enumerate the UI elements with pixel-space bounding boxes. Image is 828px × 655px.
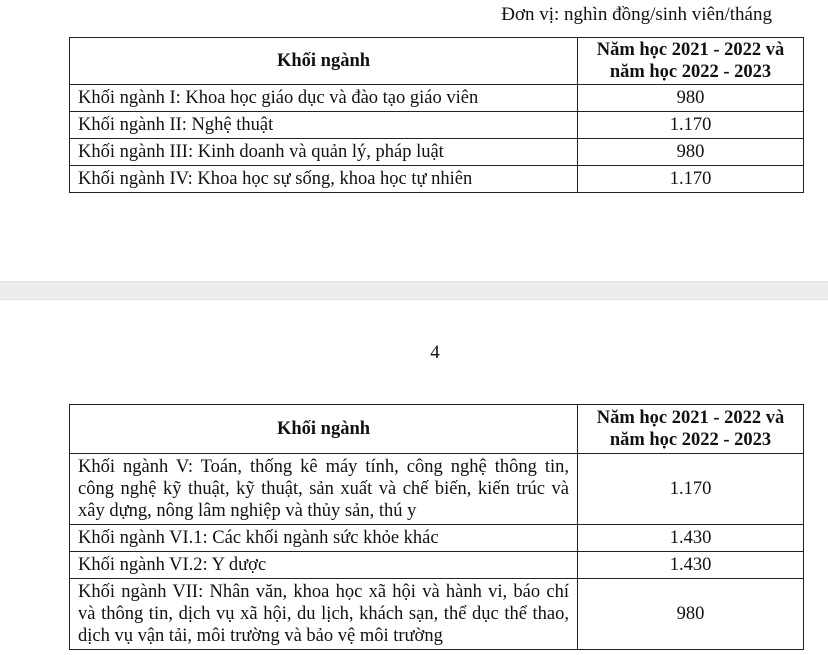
header-nam-hoc: [578, 38, 804, 85]
tuition-table-page2: [69, 404, 804, 650]
header-khoi-nganh: Khối ngành: [70, 38, 578, 85]
tuition-table-page1: [69, 37, 804, 193]
header-nam-hoc-line2: năm học 2022 - 2023: [609, 62, 772, 82]
table-row: [70, 552, 804, 579]
header-nam-hoc: [578, 405, 804, 454]
table-row: [70, 112, 804, 139]
table-row: [70, 454, 804, 525]
table-row: [70, 525, 804, 552]
table-row: [70, 166, 804, 193]
header-nam-hoc-line2: năm học 2022 - 2023: [609, 430, 772, 450]
page-number: 4: [430, 342, 440, 363]
row-value: 1.170: [578, 454, 804, 525]
row-value: 1.430: [578, 525, 804, 552]
table-row: [70, 85, 804, 112]
row-value: 1.170: [578, 166, 804, 193]
row-name: Khối ngành IV: Khoa học sự sống, khoa học tự nhiên: [70, 166, 578, 193]
row-value: 980: [578, 139, 804, 166]
page-gap-divider: [0, 281, 828, 300]
row-name: Khối ngành I: Khoa học giáo dục và đào tạo giáo viên: [70, 85, 578, 112]
row-name: Khối ngành VI.1: Các khối ngành sức khỏe khác: [70, 525, 578, 552]
row-value: 1.170: [578, 112, 804, 139]
table-header-row: [70, 38, 804, 85]
row-name: Khối ngành III: Kinh doanh và quản lý, pháp luật: [70, 139, 578, 166]
header-nam-hoc-line1: Năm học 2021 - 2022 và: [596, 408, 785, 428]
header-khoi-nganh: Khối ngành: [70, 405, 578, 454]
table-row: [70, 579, 804, 650]
row-name: Khối ngành II: Nghệ thuật: [70, 112, 578, 139]
row-name: Khối ngành V: Toán, thống kê máy tính, công nghệ thông tin, công nghệ kỹ thuật, kỹ thuật, sản xuất và chế biến, kiến trúc và xây dựng, nông lâm nghiệp và thủy sản, thú y: [70, 454, 578, 525]
header-nam-hoc-line1: Năm học 2021 - 2022 và: [596, 40, 785, 60]
row-name: Khối ngành VI.2: Y dược: [70, 552, 578, 579]
table-row: [70, 139, 804, 166]
row-value: 980: [578, 85, 804, 112]
unit-note: Đơn vị: nghìn đồng/sinh viên/tháng: [501, 4, 772, 25]
row-value: 980: [578, 579, 804, 650]
table-header-row: [70, 405, 804, 454]
row-name: Khối ngành VII: Nhân văn, khoa học xã hội và hành vi, báo chí và thông tin, dịch vụ xã hội, du lịch, khách sạn, thể dục thể thao, dịch vụ vận tải, môi trường và bảo vệ môi trường: [70, 579, 578, 650]
row-value: 1.430: [578, 552, 804, 579]
